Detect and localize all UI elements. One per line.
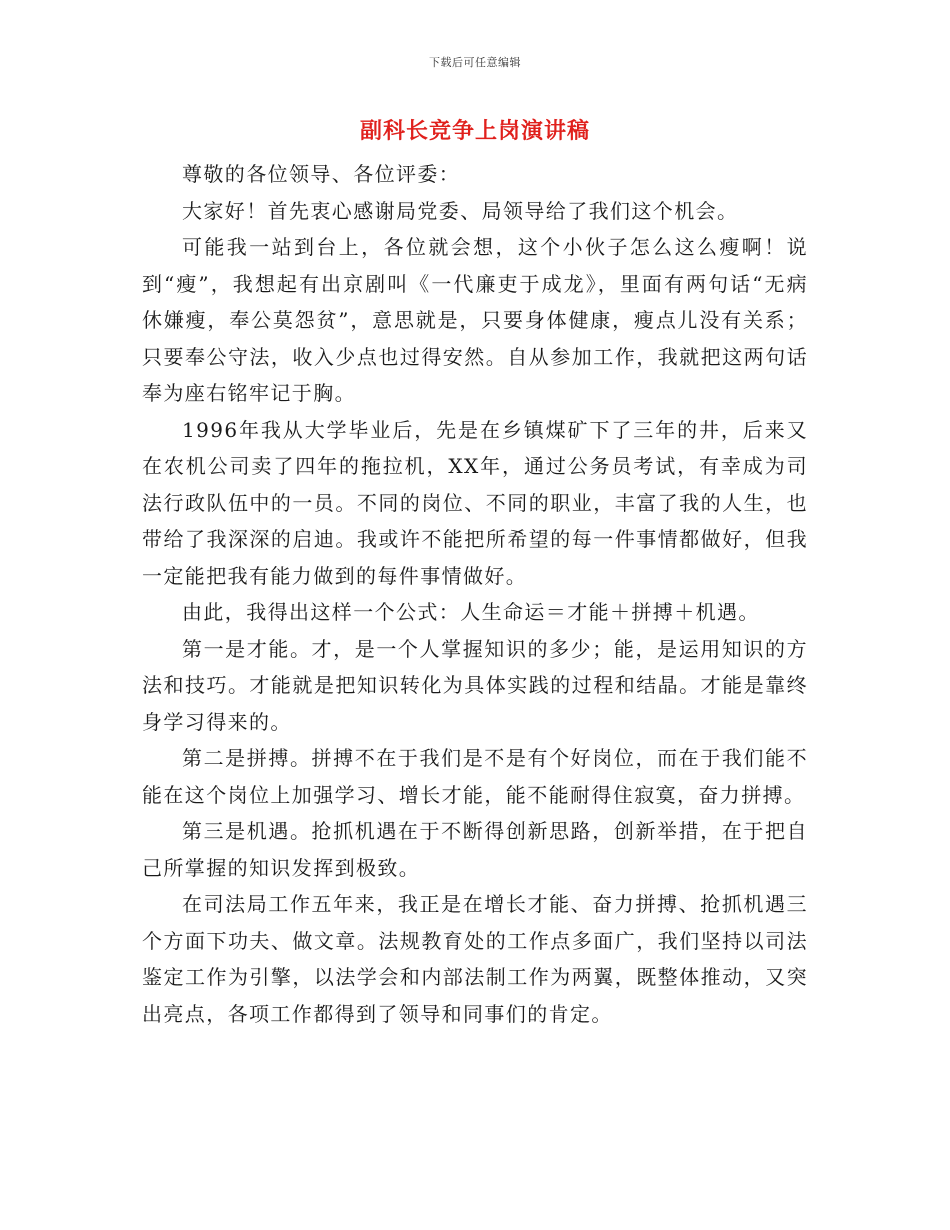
- paragraph-salutation: 尊敬的各位领导、各位评委：: [182, 162, 461, 186]
- paragraph-greeting: 大家好！首先衷心感谢局党委、局领导给了我们这个机会。: [182, 198, 739, 223]
- paragraph-career: 1996年我从大学毕业后，先是在乡镇煤矿下了三年的井，后来又在农机公司卖了四年的拖拉机，XX年，通过公务员考试，有幸成为司法行政队伍中的一员。不同的岗位、不同的职业，丰富了我的人生，也带给了我深深的启迪。我或许不能把所希望的每一件事情都做好，但我一定能把我有能力做到的每件事情做好。: [142, 417, 808, 588]
- paragraph-talent: 第一是才能。才，是一个人掌握知识的多少；能，是运用知识的方法和技巧。才能就是把知识转化为具体实践的过程和结晶。才能是靠终身学习得来的。: [142, 636, 808, 734]
- paragraph-formula: 由此，我得出这样一个公式：人生命运＝才能＋拼搏＋机遇。: [182, 600, 760, 624]
- paragraph-effort: 第二是拼搏。拼搏不在于我们是不是有个好岗位，而在于我们能不能在这个岗位上加强学习、增长才能，能不能耐得住寂寞，奋力拼搏。: [142, 746, 808, 807]
- document-title: 副科长竞争上岗演讲稿: [359, 118, 590, 144]
- paragraph-opportunity: 第三是机遇。抢抓机遇在于不断得创新思路，创新举措，在于把自己所掌握的知识发挥到极致。: [142, 819, 808, 880]
- paragraph-motto: 可能我一站到台上，各位就会想，这个小伙子怎么这么瘦啊！说到“瘦”，我想起有出京剧叫《一代廉吏于成龙》，里面有两句话“无病休嫌瘦，奉公莫怨贫”，意思就是，只要身体健康，瘦点儿没有关系；只要奉公守法，收入少点也过得安然。自从参加工作，我就把这两句话奉为座右铭牢记于胸。: [142, 235, 808, 405]
- document-body: [142, 156, 808, 1032]
- paragraph-work-summary: 在司法局工作五年来，我正是在增长才能、奋力拼搏、抢抓机遇三个方面下功夫、做文章。法规教育处的工作点多面广，我们坚持以司法鉴定工作为引擎，以法学会和内部法制工作为两翼，既整体推动，又突出亮点，各项工作都得到了领导和同事们的肯定。: [142, 892, 808, 1026]
- header-note: 下载后可任意编辑: [429, 56, 521, 69]
